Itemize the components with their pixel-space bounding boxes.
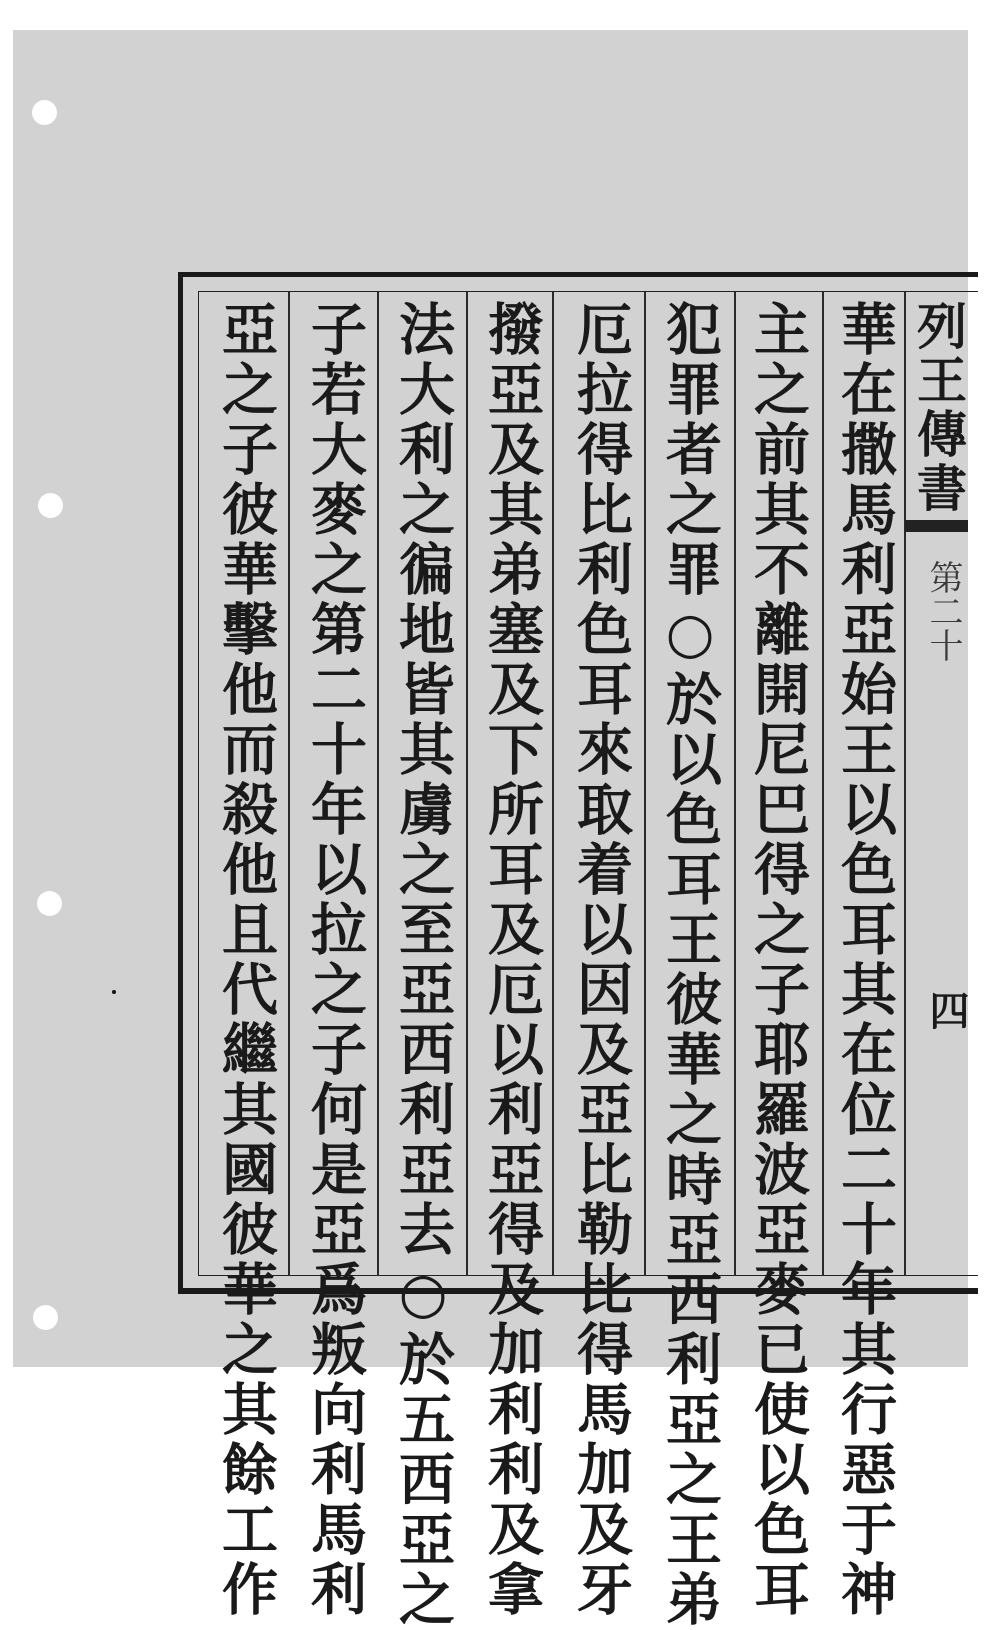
- punch-hole: [33, 1305, 58, 1330]
- column-rule: [734, 292, 736, 1276]
- column-rule: [377, 292, 379, 1276]
- text-column-8: 亞之子彼華擊他而殺他且代繼其國彼華之其餘工作: [213, 300, 279, 1620]
- side-mark: 第二十: [923, 560, 963, 662]
- text-column-5: 撥亞及其弟塞及下所耳及厄以利亞得及加利利及拿: [479, 300, 545, 1620]
- text-column-7: 子若大麥之第二十年以拉之子何是亞爲叛向利馬利: [302, 300, 368, 1620]
- text-column-6: 法大利之徧地皆其虜之至亞西利亞去○於五西亞之: [390, 300, 456, 1630]
- column-rule: [288, 292, 290, 1276]
- text-column-2: 主之前其不離開尼巴得之子耶羅波亞麥已使以色耳: [745, 300, 811, 1620]
- book-title: 列王傳書: [909, 300, 968, 516]
- column-rule: [822, 292, 824, 1276]
- punch-hole: [37, 891, 62, 916]
- punch-hole: [32, 100, 57, 125]
- text-column-1: 華在撒馬利亞始王以色耳其在位二十年其行惡于神: [832, 300, 898, 1620]
- punch-hole: [38, 493, 63, 518]
- text-column-4: 厄拉得比利色耳來取着以因及亞比勒比得馬加及牙: [568, 300, 634, 1620]
- speck: [112, 990, 116, 994]
- column-rule: [466, 292, 468, 1276]
- page-number: 四: [923, 990, 970, 1030]
- column-rule: [644, 292, 646, 1276]
- text-column-3: 犯罪者之罪○於以色耳王彼華之時亞西利亞之王弟: [657, 300, 723, 1630]
- column-rule: [552, 292, 554, 1276]
